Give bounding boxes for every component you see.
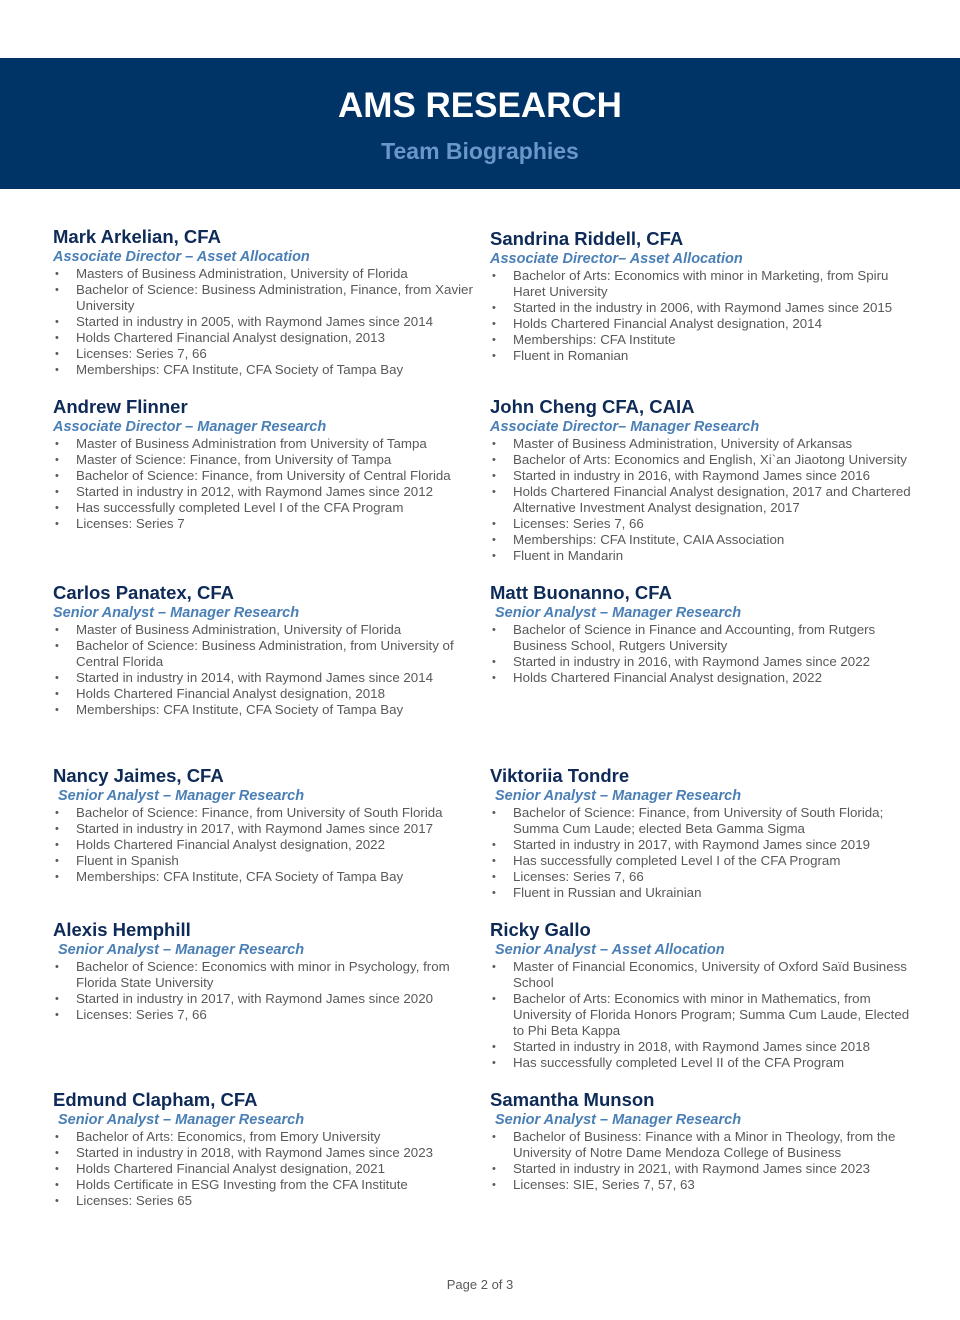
bio-list-item: • Holds Chartered Financial Analyst designation, 2022 <box>490 670 920 686</box>
bio-card <box>490 582 920 686</box>
bio-list-item: • Started in industry in 2005, with Raymond James since 2014 <box>53 314 483 330</box>
bio-card <box>490 396 920 564</box>
bio-list <box>53 805 483 885</box>
bio-list <box>490 622 920 686</box>
bio-list-item: • Fluent in Romanian <box>490 348 920 364</box>
bio-list-item: • Started in industry in 2021, with Raymond James since 2023 <box>490 1161 920 1177</box>
bio-list-item: • Licenses: Series 7, 66 <box>53 346 483 362</box>
bio-card <box>53 765 483 885</box>
bio-role: Senior Analyst – Manager Research <box>495 788 742 804</box>
bio-list-item: • Fluent in Mandarin <box>490 548 920 564</box>
bio-list-item: • Masters of Business Administration, University of Florida <box>53 266 483 282</box>
bio-list-item: • Licenses: Series 7, 66 <box>490 869 920 885</box>
bio-list-item: • Bachelor of Science in Finance and Accounting, from Rutgers Business School, Rutgers University <box>490 622 920 654</box>
bio-list-item: • Bachelor of Science: Economics with minor in Psychology, from Florida State University <box>53 959 483 991</box>
bio-role: Associate Director– Manager Research <box>490 419 760 435</box>
bio-list <box>53 622 483 718</box>
bio-list-item: • Started in industry in 2012, with Raymond James since 2012 <box>53 484 483 500</box>
bio-list <box>490 959 920 1071</box>
bio-list-item: • Started in industry in 2018, with Raymond James since 2023 <box>53 1145 483 1161</box>
bio-list <box>53 266 483 378</box>
bio-list-item: • Memberships: CFA Institute, CAIA Association <box>490 532 920 548</box>
bio-list-item: • Master of Business Administration from University of Tampa <box>53 436 483 452</box>
bio-list-item: • Bachelor of Arts: Economics with minor in Mathematics, from University of Florida Honors Program; Summa Cum Laude, Elected to Phi Beta Kappa <box>490 991 920 1039</box>
bio-list <box>53 1129 483 1209</box>
bio-name: Sandrina Riddell, CFA <box>490 228 684 249</box>
bio-list-item: • Bachelor of Arts: Economics and English, Xi`an Jiaotong University <box>490 452 920 468</box>
bio-card <box>53 919 483 1023</box>
bio-role: Associate Director– Asset Allocation <box>490 251 743 267</box>
bio-list-item: • Memberships: CFA Institute, CFA Society of Tampa Bay <box>53 362 483 378</box>
bio-list-item: • Memberships: CFA Institute, CFA Society of Tampa Bay <box>53 869 483 885</box>
bio-role: Associate Director – Asset Allocation <box>53 249 310 265</box>
bio-card <box>53 226 483 378</box>
bio-role: Senior Analyst – Manager Research <box>495 605 742 621</box>
bio-list <box>53 959 483 1023</box>
bio-role: Senior Analyst – Manager Research <box>53 605 300 621</box>
bio-list-item: • Started in industry in 2017, with Raymond James since 2019 <box>490 837 920 853</box>
bio-list-item: • Holds Chartered Financial Analyst designation, 2013 <box>53 330 483 346</box>
bio-list-item: • Has successfully completed Level I of the CFA Program <box>490 853 920 869</box>
bio-list-item: • Holds Chartered Financial Analyst designation, 2017 and Chartered Alternative Investment Analyst designation, 2017 <box>490 484 920 516</box>
bio-list <box>53 436 483 532</box>
bio-card <box>490 765 920 901</box>
bio-card <box>490 919 920 1071</box>
bio-name: Viktoriia Tondre <box>490 765 630 786</box>
bio-list-item: • Licenses: Series 65 <box>53 1193 483 1209</box>
bio-list-item: • Holds Certificate in ESG Investing from the CFA Institute <box>53 1177 483 1193</box>
bio-list-item: • Memberships: CFA Institute <box>490 332 920 348</box>
bio-name: Matt Buonanno, CFA <box>490 582 672 603</box>
page-number: Page 2 of 3 <box>446 1277 514 1292</box>
bio-card <box>53 1089 483 1209</box>
bio-list-item: • Bachelor of Arts: Economics with minor in Marketing, from Spiru Haret University <box>490 268 920 300</box>
bio-list-item: • Bachelor of Science: Finance, from University of Central Florida <box>53 468 483 484</box>
bio-role: Senior Analyst – Manager Research <box>58 788 305 804</box>
bio-list-item: • Fluent in Spanish <box>53 853 483 869</box>
bio-list-item: • Master of Science: Finance, from University of Tampa <box>53 452 483 468</box>
bio-list-item: • Has successfully completed Level I of the CFA Program <box>53 500 483 516</box>
bio-name: Ricky Gallo <box>490 919 591 940</box>
bio-list <box>490 436 920 564</box>
bio-name: Andrew Flinner <box>53 396 188 417</box>
bio-card <box>490 228 920 364</box>
bio-list-item: • Master of Business Administration, University of Arkansas <box>490 436 920 452</box>
bio-list-item: • Bachelor of Business: Finance with a Minor in Theology, from the University of Notre Dame Mendoza College of Business <box>490 1129 920 1161</box>
bio-list-item: • Bachelor of Science: Business Administration, from University of Central Florida <box>53 638 483 670</box>
bio-name: Alexis Hemphill <box>53 919 191 940</box>
bio-card <box>53 582 483 718</box>
bio-list-item: • Started in the industry in 2006, with Raymond James since 2015 <box>490 300 920 316</box>
bio-card <box>53 396 483 532</box>
bio-role: Senior Analyst – Manager Research <box>58 1112 305 1128</box>
bio-name: Carlos Panatex, CFA <box>53 582 234 603</box>
bio-name: Mark Arkelian, CFA <box>53 226 221 247</box>
bio-list-item: • Started in industry in 2016, with Raymond James since 2022 <box>490 654 920 670</box>
bio-list-item: • Holds Chartered Financial Analyst designation, 2021 <box>53 1161 483 1177</box>
bio-list-item: • Started in industry in 2017, with Raymond James since 2020 <box>53 991 483 1007</box>
bio-list-item: • Started in industry in 2018, with Raymond James since 2018 <box>490 1039 920 1055</box>
bio-list-item: • Bachelor of Science: Finance, from University of South Florida; Summa Cum Laude; elected Beta Gamma Sigma <box>490 805 920 837</box>
bio-list <box>490 805 920 901</box>
bio-list-item: • Started in industry in 2014, with Raymond James since 2014 <box>53 670 483 686</box>
bio-role: Senior Analyst – Manager Research <box>495 1112 742 1128</box>
bio-list-item: • Memberships: CFA Institute, CFA Society of Tampa Bay <box>53 702 483 718</box>
page-subtitle: Team Biographies <box>381 138 579 164</box>
bio-list-item: • Licenses: Series 7, 66 <box>53 1007 483 1023</box>
bio-list-item: • Licenses: Series 7 <box>53 516 483 532</box>
bio-card <box>490 1089 920 1193</box>
bio-name: Samantha Munson <box>490 1089 655 1110</box>
bio-list-item: • Started in industry in 2016, with Raymond James since 2016 <box>490 468 920 484</box>
bio-role: Associate Director – Manager Research <box>53 419 327 435</box>
bio-name: Nancy Jaimes, CFA <box>53 765 224 786</box>
bio-list-item: • Bachelor of Science: Business Administration, Finance, from Xavier University <box>53 282 483 314</box>
bio-list-item: • Fluent in Russian and Ukrainian <box>490 885 920 901</box>
bio-list <box>490 1129 920 1193</box>
bio-list-item: • Bachelor of Science: Finance, from University of South Florida <box>53 805 483 821</box>
bio-list-item: • Holds Chartered Financial Analyst designation, 2018 <box>53 686 483 702</box>
bio-name: Edmund Clapham, CFA <box>53 1089 258 1110</box>
bio-list-item: • Bachelor of Arts: Economics, from Emory University <box>53 1129 483 1145</box>
bio-role: Senior Analyst – Asset Allocation <box>495 942 725 958</box>
page-header <box>0 58 960 189</box>
bio-list-item: • Licenses: SIE, Series 7, 57, 63 <box>490 1177 920 1193</box>
bio-list-item: • Master of Business Administration, University of Florida <box>53 622 483 638</box>
bio-list-item: • Licenses: Series 7, 66 <box>490 516 920 532</box>
bio-role: Senior Analyst – Manager Research <box>58 942 305 958</box>
bio-list-item: • Master of Financial Economics, University of Oxford Saïd Business School <box>490 959 920 991</box>
bio-list-item: • Holds Chartered Financial Analyst designation, 2022 <box>53 837 483 853</box>
bio-list <box>490 268 920 364</box>
bio-list-item: • Has successfully completed Level II of the CFA Program <box>490 1055 920 1071</box>
page-title: AMS RESEARCH <box>338 86 622 125</box>
bio-list-item: • Holds Chartered Financial Analyst designation, 2014 <box>490 316 920 332</box>
bio-list-item: • Started in industry in 2017, with Raymond James since 2017 <box>53 821 483 837</box>
bio-name: John Cheng CFA, CAIA <box>490 396 695 417</box>
